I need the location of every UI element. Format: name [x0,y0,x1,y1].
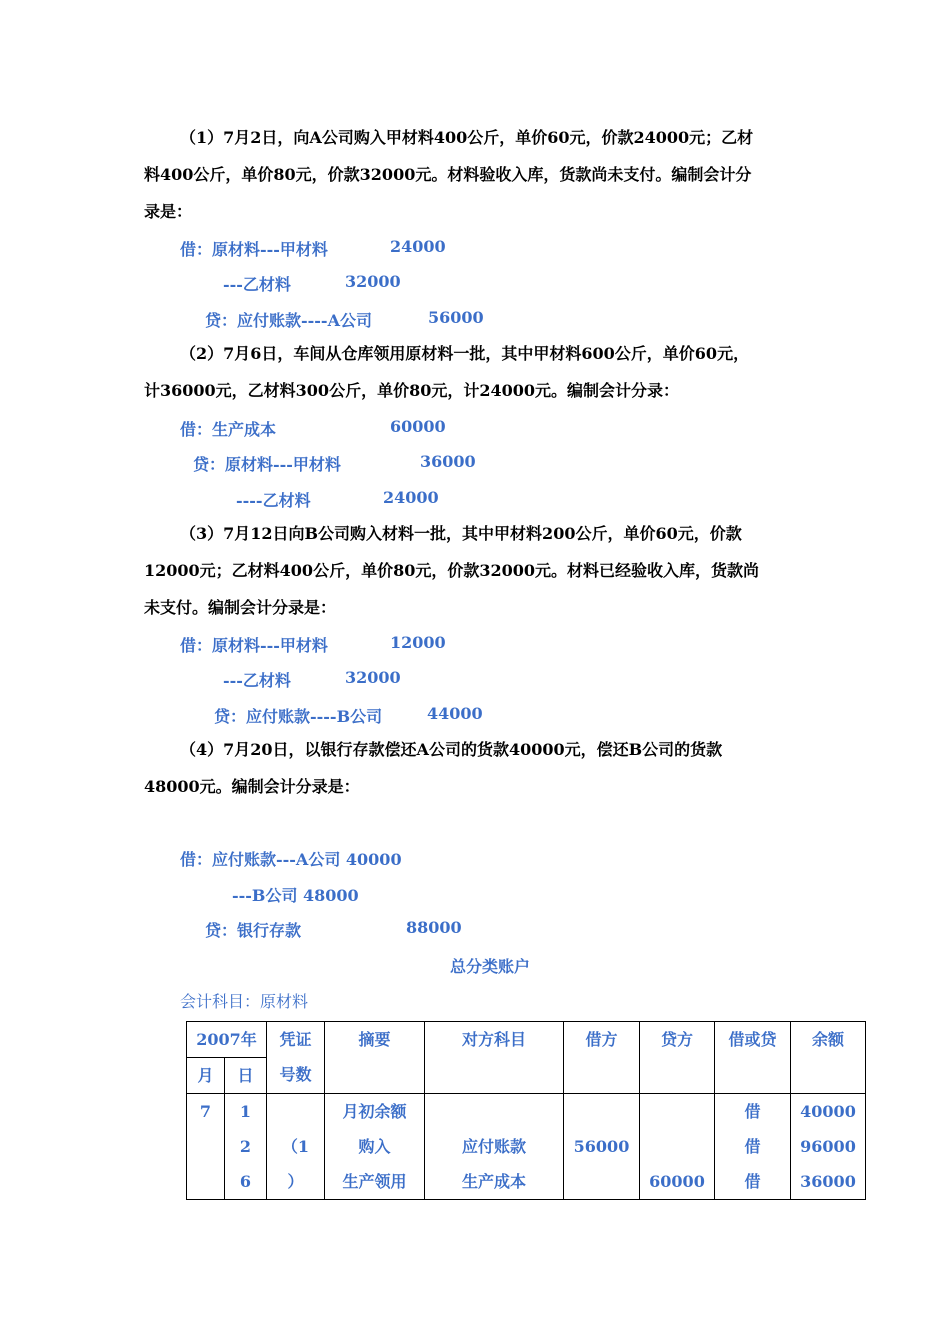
header-dr-or-cr: 借或贷 [715,1022,791,1094]
dr-or-cr-row-1: 借 [744,1102,761,1121]
col-debit [564,1094,640,1200]
header-year: 2007年 [187,1022,267,1058]
header-day: 日 [225,1058,267,1094]
entry-3-debit-line-2: ---乙材料 [223,671,291,690]
counter-account-row-2: 应付账款 [461,1137,526,1156]
col-balance [791,1094,866,1200]
counter-account-row-3: 生产成本 [461,1172,526,1191]
entry-4-debit-line-2: ---B公司 48000 [232,886,359,905]
col-credit [640,1094,715,1200]
day-row-3: 6 [239,1172,252,1191]
entry-4-credit-line: 贷：银行存款 [205,921,302,940]
voucher-row-3: ） [287,1172,304,1191]
paragraph-2-line-2: 计36000元，乙材料300公斤，单价80元，计24000元。编制会计分录： [144,381,679,400]
balance-row-2: 96000 [800,1137,856,1156]
col-dr-or-cr [715,1094,791,1200]
header-voucher-line-2: 号数 [279,1065,312,1084]
month-row-3 [187,1164,224,1199]
entry-1-credit-line: 贷：应付账款----A公司 [205,311,372,330]
summary-row-1: 月初余额 [342,1102,407,1121]
balance-row-1: 40000 [800,1102,856,1121]
dr-or-cr-row-2: 借 [744,1137,761,1156]
day-row-1: 1 [239,1102,252,1121]
entry-1-credit-amount: 56000 [428,308,484,327]
month-row-1: 7 [199,1102,212,1121]
summary-row-3: 生产领用 [342,1172,407,1191]
voucher-row-1 [267,1094,324,1129]
paragraph-1-line-1: （1）7月2日，向A公司购入甲材料400公斤，单价60元，价款24000元；乙材 [180,128,754,147]
ledger-table [186,1021,866,1200]
entry-2-debit-line: 借：生产成本 [180,420,277,439]
entry-1-debit-line: 借：原材料---甲材料 [180,240,328,259]
counter-account-row-1 [425,1094,563,1129]
paragraph-3-line-1: （3）7月12日向B公司购入材料一批，其中甲材料200公斤，单价60元，价款 [180,524,742,543]
credit-row-3: 60000 [649,1172,705,1191]
ledger-subject: 会计科目：原材料 [180,992,309,1011]
entry-3-debit-amount: 12000 [390,633,446,652]
paragraph-3-line-3: 未支付。编制会计分录是： [144,598,337,617]
col-summary [325,1094,425,1200]
credit-row-1 [640,1094,714,1129]
debit-row-3 [564,1164,639,1199]
summary-row-2: 购入 [358,1137,391,1156]
month-row-2 [187,1129,224,1164]
paragraph-1-line-2: 料400公斤，单价80元，价款32000元。材料验收入库，货款尚未支付。编制会计分 [144,165,752,184]
paragraph-4-line-1: （4）7月20日，以银行存款偿还A公司的货款40000元，偿还B公司的货款 [180,740,723,759]
header-summary: 摘要 [325,1022,425,1094]
col-month [187,1094,225,1200]
credit-row-2 [640,1129,714,1164]
header-voucher-line-1: 凭证 [279,1030,312,1049]
paragraph-4-line-2: 48000元。编制会计分录是： [144,777,360,796]
entry-3-credit-line: 贷：应付账款----B公司 [214,707,383,726]
entry-1-debit-amount-2: 32000 [345,272,401,291]
day-row-2: 2 [239,1137,252,1156]
col-voucher [267,1094,325,1200]
voucher-row-2: （1 [281,1137,310,1156]
header-credit: 贷方 [640,1022,715,1094]
entry-1-debit-line-2: ---乙材料 [223,275,291,294]
header-balance: 余额 [791,1022,866,1094]
header-debit: 借方 [564,1022,640,1094]
entry-2-credit-line-2: ----乙材料 [236,491,311,510]
header-counter-account: 对方科目 [425,1022,564,1094]
paragraph-2-line-1: （2）7月6日，车间从仓库领用原材料一批，其中甲材料600公斤，单价60元， [180,344,750,363]
entry-2-credit-amount: 36000 [420,452,476,471]
ledger-title: 总分类账户 [450,957,531,976]
entry-4-credit-amount: 88000 [406,918,462,937]
debit-row-1 [564,1094,639,1129]
balance-row-3: 36000 [800,1172,856,1191]
entry-2-credit-amount-2: 24000 [383,488,439,507]
paragraph-3-line-2: 12000元；乙材料400公斤，单价80元，价款32000元。材料已经验收入库，货款尚 [144,561,759,580]
header-voucher [267,1022,325,1094]
entry-3-credit-amount: 44000 [427,704,483,723]
debit-row-2: 56000 [573,1137,630,1156]
col-counter-account [425,1094,564,1200]
entry-3-debit-line: 借：原材料---甲材料 [180,636,328,655]
paragraph-1-line-3: 录是： [144,202,193,221]
entry-3-debit-amount-2: 32000 [345,668,401,687]
dr-or-cr-row-3: 借 [744,1172,761,1191]
col-day [225,1094,267,1200]
entry-1-debit-amount: 24000 [390,237,446,256]
entry-4-debit-line: 借：应付账款---A公司 40000 [180,850,402,869]
header-month: 月 [187,1058,225,1094]
entry-2-credit-line: 贷：原材料---甲材料 [193,455,341,474]
entry-2-debit-amount: 60000 [390,417,446,436]
